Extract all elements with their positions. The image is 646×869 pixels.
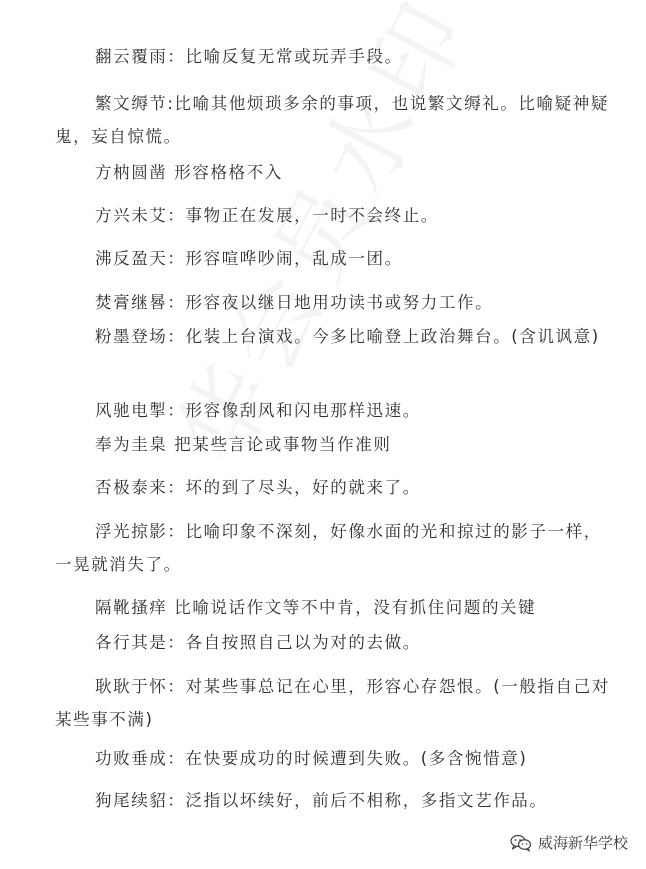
wechat-icon <box>510 834 532 852</box>
idiom-entry: 方枘圆凿 形容格格不入 <box>95 163 283 182</box>
idiom-entry: 方兴未艾：事物正在发展，一时不会终止。 <box>95 206 439 225</box>
account-name: 威海新华学校 <box>537 834 628 852</box>
idiom-entry: 狗尾续貂：泛指以坏续好，前后不相称，多指文艺作品。 <box>95 791 548 810</box>
idiom-entry: 浮光掠影：比喻印象不深刻，好像水面的光和掠过的影子一样，一晃就消失了。 <box>55 522 602 574</box>
idiom-entry: 翻云覆雨：比喻反复无常或玩弄手段。 <box>95 47 403 66</box>
idiom-entry: 奉为圭臬 把某些言论或事物当作准则 <box>95 435 392 454</box>
idiom-entry: 功败垂成：在快要成功的时候遭到失败。(多含惋惜意) <box>95 749 528 768</box>
idiom-entry: 粉墨登场：化装上台演戏。今多比喻登上政治舞台。(含讥讽意) <box>95 327 600 346</box>
idiom-entry: 繁文缛节:比喻其他烦琐多余的事项，也说繁文缛礼。比喻疑神疑鬼，妄自惊慌。 <box>55 94 609 146</box>
idiom-entry: 耿耿于怀：对某些事总记在心里，形容心存怨恨。(一般指自己对某些事不满) <box>55 677 610 729</box>
idiom-entry: 焚膏继晷：形容夜以继日地用功读书或努力工作。 <box>95 293 494 312</box>
idiom-entry: 隔靴搔痒 比喻说话作文等不中肯，没有抓住问题的关键 <box>95 598 537 617</box>
idiom-entry: 各行其是：各自按照自己以为对的去做。 <box>95 633 421 652</box>
account-watermark <box>510 832 628 853</box>
idiom-entry: 风驰电掣：形容像刮风和闪电那样迅速。 <box>95 401 421 420</box>
idiom-entry: 沸反盈天：形容喧哗吵闹，乱成一团。 <box>95 249 403 268</box>
idiom-entry: 否极泰来：坏的到了尽头，好的就来了。 <box>95 478 421 497</box>
